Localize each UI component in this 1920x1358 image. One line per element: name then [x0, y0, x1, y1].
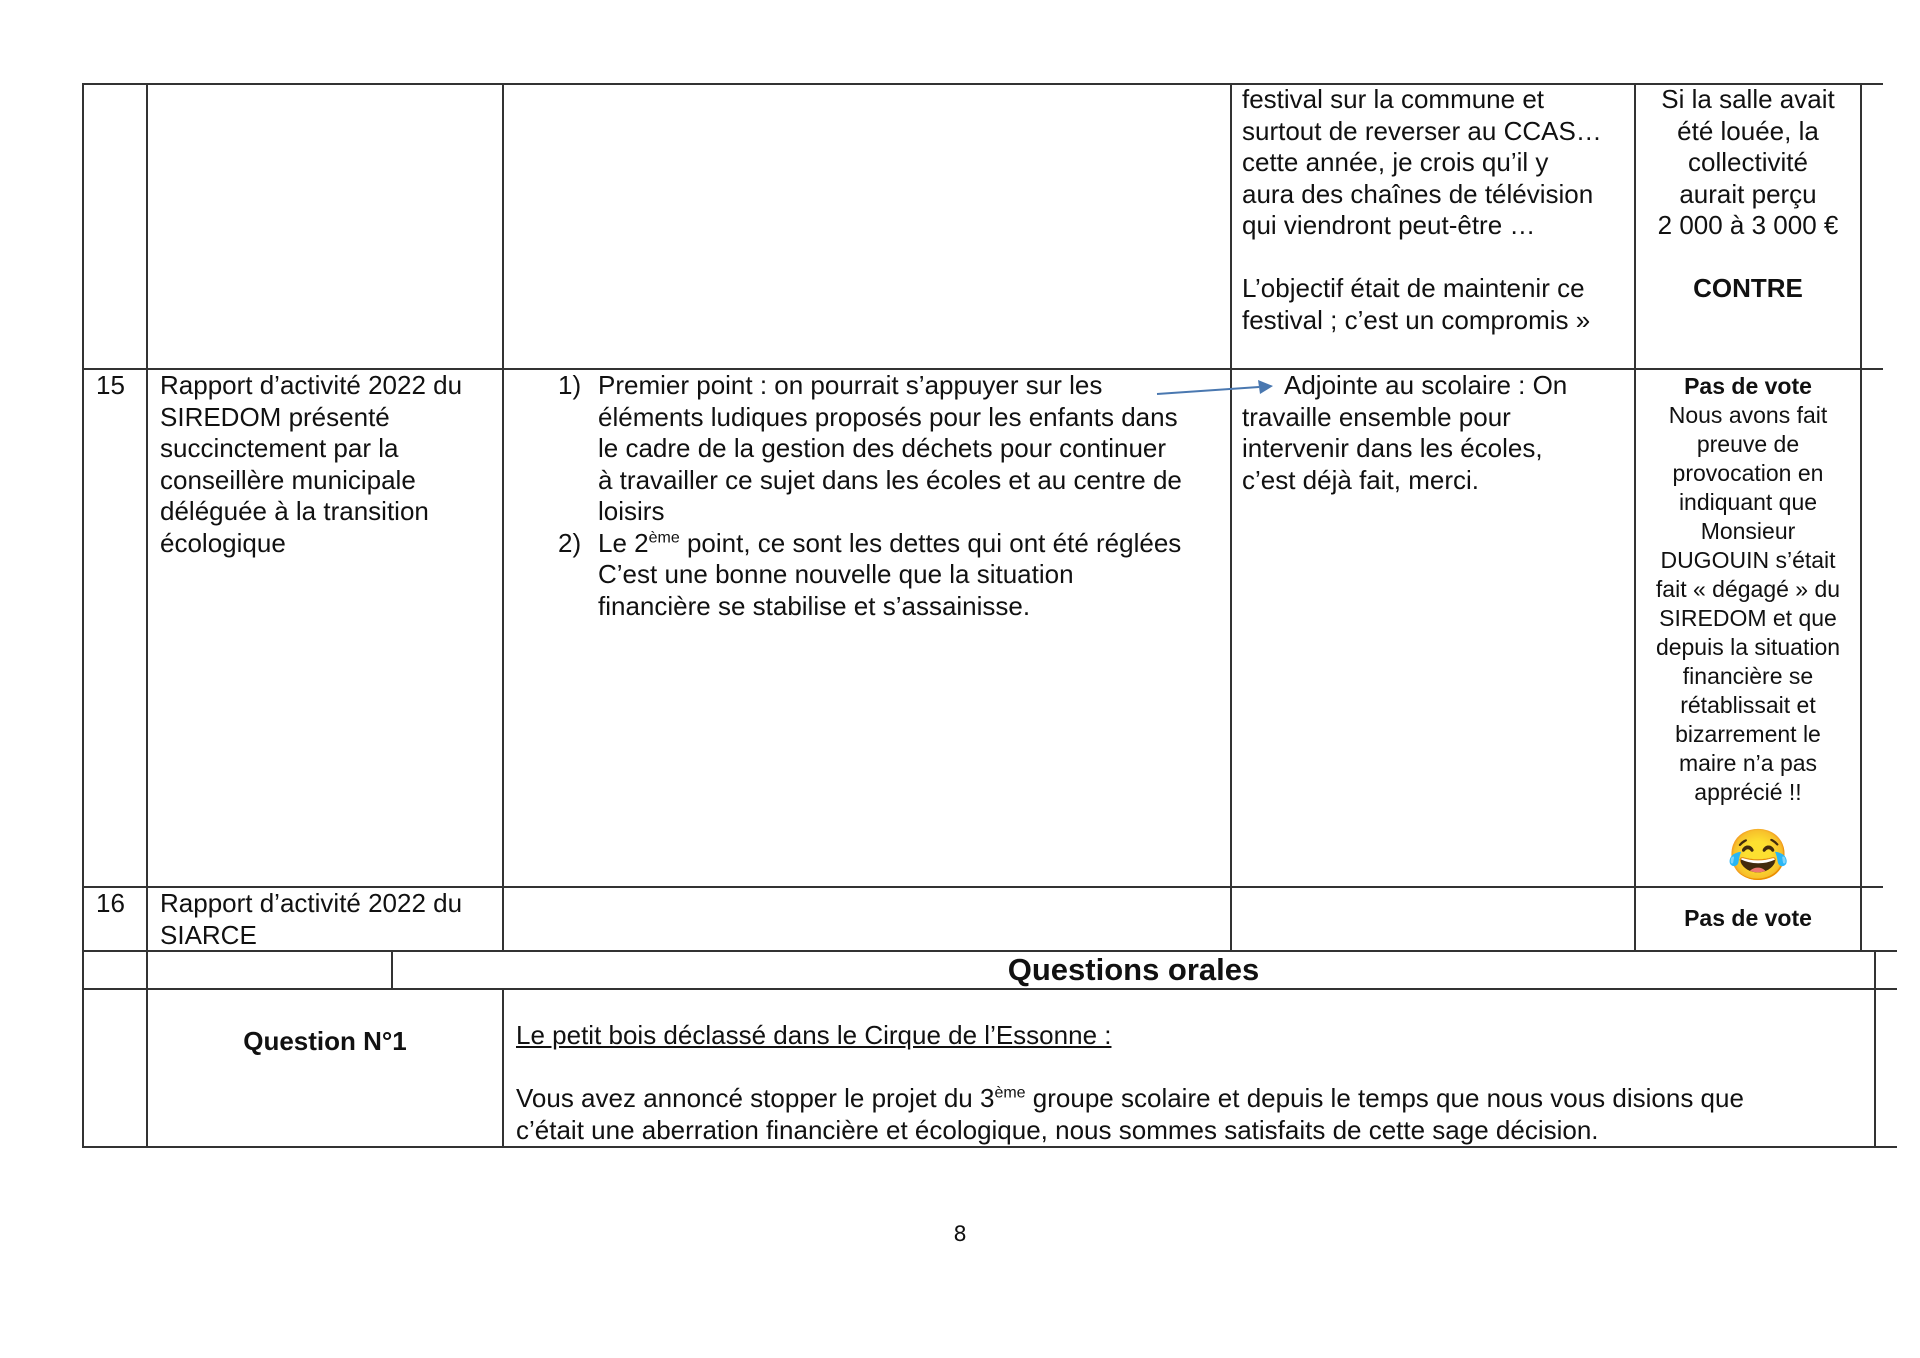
row15-number: 15 — [96, 370, 125, 400]
text-line: intervenir dans les écoles, — [1242, 433, 1543, 463]
text-line: écologique — [160, 527, 286, 558]
v-line-num — [146, 83, 148, 1148]
text-line: cette année, je crois qu’il y — [1242, 147, 1549, 177]
point-marker: 1) — [558, 370, 582, 400]
laughing-emoji-icon: 😂 — [1727, 827, 1790, 883]
v-line-left — [82, 83, 84, 1148]
text-line: L’objectif était de maintenir ce — [1242, 273, 1585, 303]
text-line: Rapport d’activité 2022 du — [160, 888, 463, 918]
text-line: festival ; c’est un compromis » — [1242, 304, 1591, 335]
row16-vote: Pas de vote — [1684, 905, 1812, 931]
text-line: preuve de — [1696, 431, 1800, 457]
text-line: Si la salle avait — [1661, 84, 1835, 114]
text-line — [598, 528, 1228, 560]
text-line: c’était une aberration financière et écologique, nous sommes satisfaits de cette sage décision. — [516, 1114, 1599, 1145]
points-list — [558, 370, 1228, 622]
text-line: SIREDOM présenté — [160, 401, 390, 432]
text-line: Rapport d’activité 2022 du — [160, 370, 463, 400]
row15-response — [1242, 370, 1627, 496]
text-fragment: groupe scolaire et depuis le temps que nous vous disions que — [1025, 1083, 1744, 1113]
text-line: financière se — [1682, 663, 1814, 689]
question-label: Question N°1 — [243, 1026, 407, 1056]
text-line: indiquant que — [1678, 489, 1818, 515]
text-line: maire n’a pas — [1678, 750, 1818, 776]
text-line: surtout de reverser au CCAS… — [1242, 115, 1602, 146]
text-line: loisirs — [598, 496, 665, 526]
text-line: SIREDOM et que — [1659, 605, 1837, 631]
row15-subject — [160, 370, 500, 559]
text-line: bizarrement le — [1675, 721, 1821, 747]
vote-result: CONTRE — [1693, 273, 1803, 303]
text-fragment: Le 2 — [598, 527, 649, 558]
row15-vote — [1636, 372, 1860, 807]
v-line-intervention — [1230, 83, 1232, 952]
text-line: financière se stabilise et s’assainisse. — [598, 590, 1031, 621]
point-1 — [558, 370, 1228, 528]
v-line-right-wide — [1874, 950, 1876, 1148]
h-line-bottom — [83, 1146, 1897, 1148]
page-number: 8 — [953, 1222, 967, 1246]
text-line: SIARCE — [160, 919, 257, 950]
text-line: fait « dégagé » du — [1655, 576, 1841, 602]
text-line: 2 000 à 3 000 € — [1657, 210, 1839, 240]
vote-result: Pas de vote — [1684, 373, 1812, 399]
text-line: depuis la situation — [1655, 634, 1841, 660]
section-title: Questions orales — [1007, 952, 1260, 987]
text-line: Nous avons fait — [1668, 402, 1828, 428]
text-line: conseillère municipale — [160, 464, 416, 495]
text-fragment: Vous avez annoncé stopper le projet du 3 — [516, 1083, 995, 1113]
v-line-right — [1860, 83, 1862, 952]
text-line: été louée, la — [1677, 115, 1819, 146]
text-line: rétablissait et — [1680, 692, 1816, 718]
row1-response — [1242, 84, 1627, 336]
h-line-question — [83, 988, 1897, 990]
superscript: ème — [648, 528, 680, 546]
question-heading: Le petit bois déclassé dans le Cirque de l’Essonne : — [516, 1020, 1112, 1050]
text-line: C’est une bonne nouvelle que la situation — [598, 559, 1074, 589]
text-line: travaille ensemble pour — [1242, 401, 1511, 432]
text-line: éléments ludiques proposés pour les enfants dans — [598, 401, 1178, 432]
text-line: apprécié !! — [1694, 779, 1802, 805]
text-line: à travailler ce sujet dans les écoles et au centre de — [598, 464, 1182, 495]
text-fragment: point, ce sont les dettes qui ont été réglées — [679, 527, 1182, 558]
point-2 — [558, 528, 1228, 623]
row16-number: 16 — [96, 888, 125, 918]
v-line-subject-q — [502, 988, 504, 1148]
text-line: aurait perçu — [1679, 178, 1817, 209]
text-line: DUGOUIN s’était — [1660, 547, 1836, 573]
superscript: ème — [994, 1084, 1026, 1102]
row1-vote — [1636, 84, 1860, 305]
row15-intervention — [558, 370, 1228, 622]
text-line: déléguée à la transition — [160, 496, 429, 526]
text-line: Monsieur — [1700, 518, 1796, 544]
text-line: qui viendront peut-être … — [1242, 210, 1536, 240]
text-line: c’est déjà fait, merci. — [1242, 464, 1479, 495]
question-content — [516, 1020, 1871, 1146]
text-line: succinctement par la — [160, 433, 399, 463]
text-line: Premier point : on pourrait s’appuyer sur les — [598, 370, 1103, 400]
text-line: festival sur la commune et — [1242, 84, 1545, 114]
point-marker: 2) — [558, 527, 582, 558]
v-line-subject — [502, 83, 504, 952]
text-line: collectivité — [1688, 147, 1808, 177]
text-line — [516, 1083, 1871, 1115]
text-line: Adjointe au scolaire : On — [1284, 370, 1568, 400]
text-line: le cadre de la gestion des déchets pour continuer — [598, 433, 1167, 463]
text-line: aura des chaînes de télévision — [1242, 178, 1594, 209]
row16-subject — [160, 888, 500, 951]
text-line: provocation en — [1672, 460, 1824, 486]
